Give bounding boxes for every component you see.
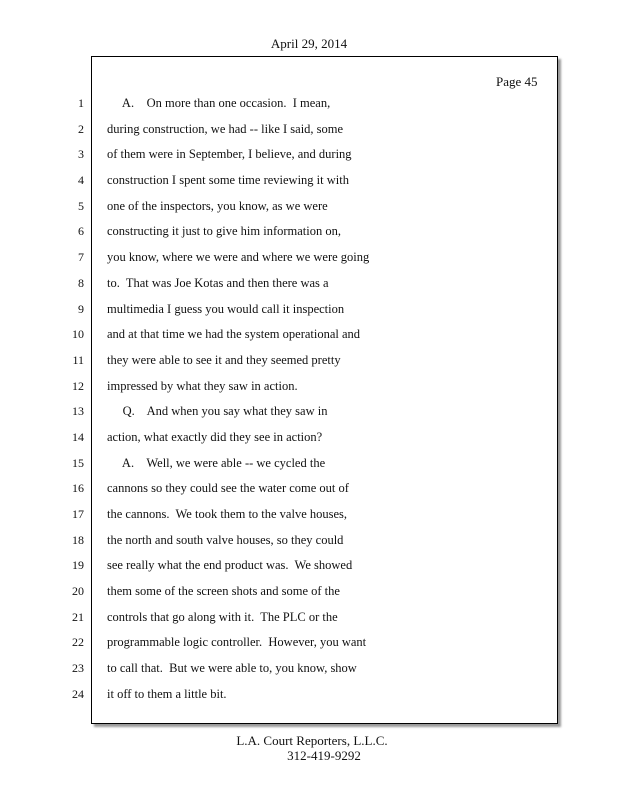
transcript-line: to call that. But we were able to, you know, show bbox=[107, 661, 357, 676]
line-number: 20 bbox=[72, 584, 84, 599]
line-number: 8 bbox=[78, 275, 84, 290]
line-number: 13 bbox=[72, 404, 84, 419]
transcript-line: programmable logic controller. However, you want bbox=[107, 635, 367, 650]
transcript-line: of them were in September, I believe, and during bbox=[107, 147, 352, 162]
transcript-line: see really what the end product was. We showed bbox=[107, 558, 353, 573]
footer-company: L.A. Court Reporters, L.L.C. bbox=[236, 733, 388, 748]
line-number: 9 bbox=[78, 301, 84, 316]
transcript-line: multimedia I guess you would call it inspection bbox=[107, 301, 345, 316]
line-number: 14 bbox=[72, 429, 84, 444]
transcript-line: cannons so they could see the water come out of bbox=[107, 481, 349, 496]
transcript-line: constructing it just to give him information on, bbox=[107, 224, 342, 239]
page-number: Page 45 bbox=[496, 74, 538, 89]
transcript-line: construction I spent some time reviewing it with bbox=[107, 173, 349, 188]
transcript-line: it off to them a little bit. bbox=[107, 686, 227, 701]
line-number: 5 bbox=[78, 198, 84, 213]
transcript-line: A. Well, we were able -- we cycled the bbox=[107, 455, 326, 470]
line-number: 15 bbox=[72, 455, 84, 470]
transcript-line: A. On more than one occasion. I mean, bbox=[107, 96, 331, 110]
transcript-line: the north and south valve houses, so they could bbox=[107, 532, 344, 547]
line-number: 22 bbox=[72, 635, 84, 650]
transcript-line: them some of the screen shots and some of the bbox=[107, 584, 340, 599]
transcript-line: Q. And when you say what they saw in bbox=[107, 404, 328, 419]
line-number: 1 bbox=[78, 96, 84, 110]
line-number: 17 bbox=[72, 507, 84, 521]
transcript-line: and at that time we had the system operational and bbox=[107, 327, 361, 342]
header-date: April 29, 2014 bbox=[270, 36, 348, 51]
transcript-line: you know, where we were and where we were going bbox=[107, 250, 370, 265]
line-number: 24 bbox=[72, 686, 84, 701]
line-number-column bbox=[60, 95, 84, 712]
line-number: 6 bbox=[78, 224, 84, 239]
line-number: 23 bbox=[72, 661, 84, 676]
line-number: 21 bbox=[72, 609, 84, 624]
line-number: 2 bbox=[78, 121, 84, 136]
line-number: 4 bbox=[78, 173, 84, 188]
transcript-text bbox=[107, 95, 547, 712]
footer-phone: 312-419-9292 bbox=[287, 748, 361, 763]
transcript-line: one of the inspectors, you know, as we were bbox=[107, 198, 328, 213]
line-number: 10 bbox=[72, 327, 84, 342]
line-number: 12 bbox=[72, 378, 84, 393]
line-number: 11 bbox=[72, 352, 84, 367]
line-number: 19 bbox=[72, 558, 84, 573]
transcript-line: action, what exactly did they see in action? bbox=[107, 429, 323, 444]
transcript-line: they were able to see it and they seemed pretty bbox=[107, 352, 341, 367]
transcript-line: the cannons. We took them to the valve houses, bbox=[107, 507, 348, 521]
line-number: 7 bbox=[78, 250, 84, 265]
transcript-line: to. That was Joe Kotas and then there was a bbox=[107, 275, 329, 290]
line-number: 16 bbox=[72, 481, 84, 496]
line-number: 18 bbox=[72, 532, 84, 547]
transcript-line: controls that go along with it. The PLC or the bbox=[107, 609, 338, 624]
line-number: 3 bbox=[78, 147, 84, 162]
transcript-line: during construction, we had -- like I said, some bbox=[107, 121, 344, 136]
transcript-line: impressed by what they saw in action. bbox=[107, 378, 298, 393]
